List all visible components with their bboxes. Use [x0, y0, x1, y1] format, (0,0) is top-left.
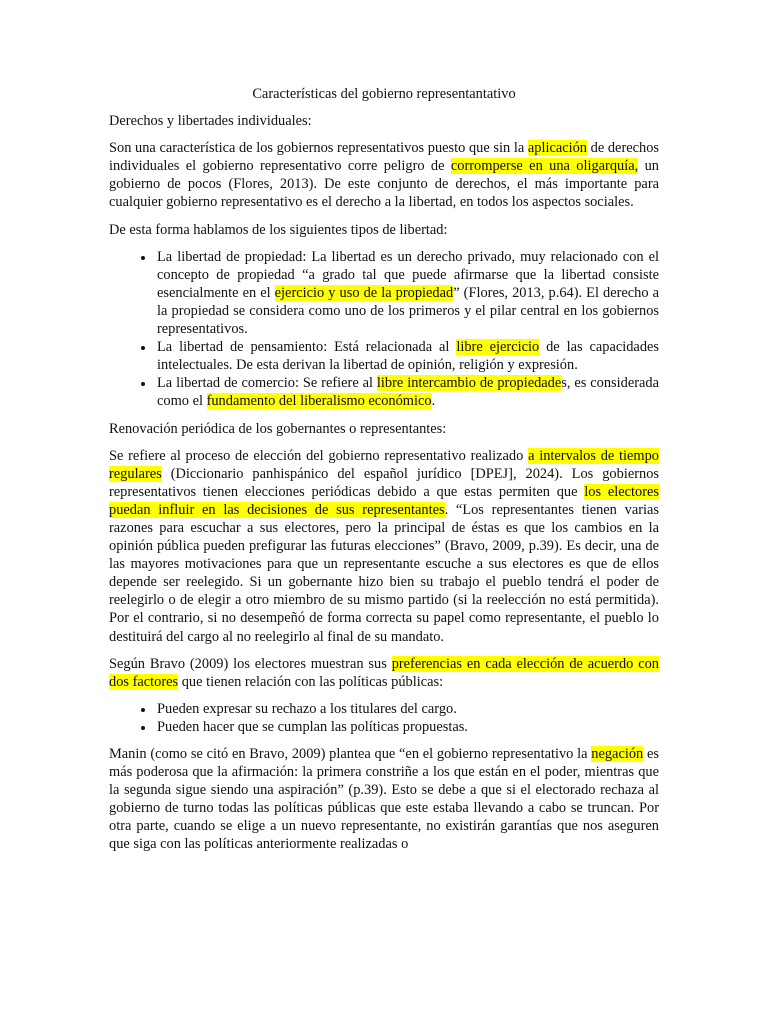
paragraph-bravo [109, 655, 659, 691]
paragraph-derechos [109, 139, 659, 211]
libertad-list [109, 248, 659, 411]
heading-renovacion: Renovación periódica de los gobernantes o representantes: [109, 420, 447, 437]
list-item [155, 248, 659, 338]
text-run: Manin (como se citó en Bravo, 2009) plantea que “en el gobierno representativo la [109, 746, 592, 762]
highlight: libre intercambio de propiedade [376, 375, 562, 392]
paragraph-renovacion [109, 447, 659, 646]
paragraph-tipos-libertad: De esta forma hablamos de los siguientes tipos de libertad: [109, 221, 448, 238]
highlight: corromperse en una oligarquía, [450, 158, 639, 175]
text-run: Según Bravo (2009) los electores muestran sus [109, 655, 392, 672]
text-run: de derechos individuales el gobierno representativo corre peligro de [109, 140, 659, 175]
text-run: es más poderosa que la afirmación: la primera constriñe a los que están en el poder, mientras que la segunda sigue siendo una aspiración” (p.39). Esto se debe a que si el electorado rechaza al gobierno de turno todas las políticas públicas que este estaba llevando a cabo se truncan. Por otra parte, cuando se elige a un nuevo representante, no existirán garantías que nos aseguren que siga con las políticas anteriormente realizadas o [109, 746, 659, 853]
heading-derechos: Derechos y libertades individuales: [109, 113, 312, 130]
list-item: • Pueden expresar su rechazo a los titulares del cargo. [155, 700, 659, 718]
text-run: . [431, 393, 436, 410]
highlight: los electores puedan influir en las decisiones de sus representantes [109, 483, 659, 518]
list-item: • Pueden hacer que se cumplan las políticas propuestas. [155, 718, 659, 736]
highlight: fundamento del liberalismo económico [206, 393, 432, 410]
text-run: Se refiere al proceso de elección del gobierno representativo realizado [109, 447, 529, 464]
highlight: ejercicio y uso de la propiedad [274, 284, 454, 301]
paragraph-manin [109, 745, 659, 854]
text-run: La libertad de pensamiento: Está relacionada al [157, 339, 457, 356]
document-title: Características del gobierno representantativo [252, 86, 516, 102]
list-item [155, 338, 659, 374]
highlight: a intervalos de tiempo regulares [109, 447, 659, 482]
highlight: preferencias en cada elección de acuerdo con dos factores [109, 655, 659, 690]
text-run: un gobierno de pocos (Flores, 2013). De este conjunto de derechos, el más importante para cualquier gobierno representativo es el derecho a la libertad, en todos los aspectos sociales. [109, 158, 659, 211]
text-run: Son una característica de los gobiernos representativos puesto que sin la [109, 140, 528, 157]
text-run: de las capacidades intelectuales. De esta derivan la libertad de opinión, religión y expresión. [157, 339, 659, 374]
factores-list [109, 700, 659, 736]
highlight: libre ejercicio [456, 339, 540, 356]
text-run: ” (Flores, 2013, p.64). El derecho a la propiedad se considera como uno de los primeros y el pilar central en los gobiernos representativos. [157, 284, 660, 338]
text-run: . “Los representantes tienen varias razones para escuchar a sus electores, pero la principal de éstas es que los cambios en la opinión pública pueden prefigurar las futuras elecciones” (Bravo, 2009, p.39). Es decir, una de las mayores motivaciones para que un representante escuche a sus electores es que de ellos depende ser reelegido. Si un gobernante hizo bien su trabajo el pueblo tendrá el poder de reelegirlo o de elegir a otro miembro de su mismo partido (si la reelección no está permitida). Por el contrario, si no desempeñó de forma correcta su papel como representante, el pueblo lo destituirá del cargo al no reelegirlo al final de su mandato. [109, 501, 659, 645]
text-run: s, es considerada como el [157, 375, 659, 410]
highlight: negación [591, 746, 644, 762]
highlight: aplicación [527, 140, 587, 157]
list-item [155, 374, 659, 410]
text-run: que tienen relación con las políticas públicas: [178, 673, 444, 690]
text-run: (Diccionario panhispánico del español jurídico [DPEJ], 2024). Los gobiernos representativos tienen elecciones periódicas debido a que estas permiten que [109, 465, 659, 500]
text-run: La libertad de propiedad: La libertad es un derecho privado, muy relacionado con el concepto de propiedad “a grado tal que puede afirmarse que la libertad consiste esencialmente en el [157, 248, 659, 301]
text-run: La libertad de comercio: Se refiere al [157, 375, 377, 392]
